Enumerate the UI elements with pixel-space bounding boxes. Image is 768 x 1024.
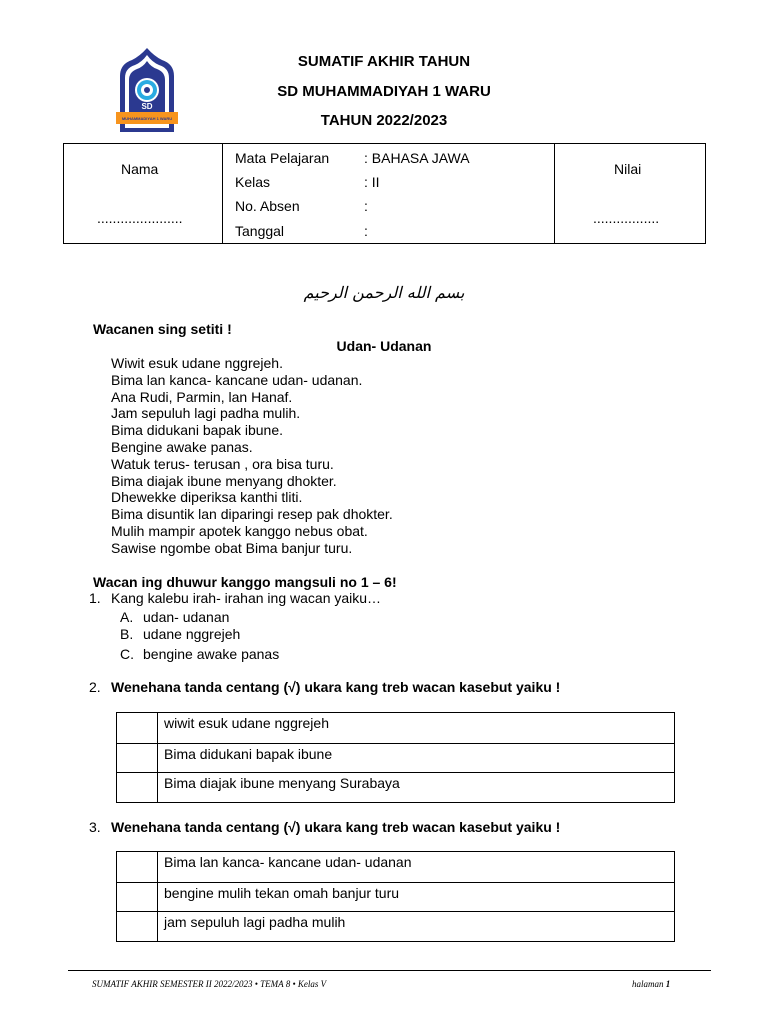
header-title-line1: SUMATIF AKHIR TAHUN	[297, 53, 471, 70]
check-box[interactable]	[117, 713, 158, 743]
bismillah-text: بسم الله الرحمن الرحيم	[303, 283, 465, 302]
absen-value[interactable]: :	[364, 198, 368, 214]
story-line: Bima disuntik lan diparingi resep pak dhokter.	[111, 506, 393, 522]
q2-answer-table	[116, 712, 675, 803]
table-row	[117, 743, 674, 773]
table-row	[117, 882, 674, 912]
story-line: Wiwit esuk udane nggrejeh.	[111, 355, 283, 371]
statement-text: Bima didukani bapak ibune	[164, 745, 333, 762]
q2-text: Wenehana tanda centang (√) ukara kang treb wacan kasebut yaiku !	[111, 679, 561, 695]
q1-number: 1.	[89, 590, 101, 606]
reading-instruction: Wacanen sing setiti !	[93, 321, 232, 337]
q1-option-a[interactable]: udan- udanan	[143, 609, 230, 625]
check-box[interactable]	[117, 744, 158, 773]
check-box[interactable]	[117, 912, 158, 941]
story-line: Bima lan kanca- kancane udan- udanan.	[111, 372, 363, 388]
date-value[interactable]: :	[364, 223, 368, 239]
q1-option-b[interactable]: udane nggrejeh	[143, 626, 241, 642]
class-value: : II	[364, 174, 380, 190]
class-label: Kelas	[235, 174, 271, 190]
q3-answer-table	[116, 851, 675, 942]
subject-label: Mata Pelajaran	[235, 150, 330, 166]
header-title-line2: SD MUHAMMADIYAH 1 WARU	[277, 83, 491, 100]
table-row	[117, 772, 674, 802]
story-line: Bengine awake panas.	[111, 439, 253, 455]
name-label: Nama	[121, 161, 159, 177]
q2-number: 2.	[89, 679, 101, 695]
school-logo	[116, 46, 178, 134]
statement-text: Bima diajak ibune menyang Surabaya	[164, 775, 400, 791]
story-line: Bima diajak ibune menyang dhokter.	[111, 473, 337, 489]
check-box[interactable]	[117, 773, 158, 802]
q1-option-c[interactable]: bengine awake panas	[143, 646, 280, 662]
subject-value: : BAHASA JAWA	[364, 150, 470, 166]
story-title: Udan- Udanan	[336, 338, 432, 354]
table-row	[117, 852, 674, 882]
footer-left-text: SUMATIF AKHIR SEMESTER II 2022/2023 • TEMA 8 • Kelas V	[92, 979, 327, 989]
q1-option-letter[interactable]: C.	[120, 646, 134, 662]
questions-intro: Wacan ing dhuwur kanggo mangsuli no 1 – 6!	[93, 574, 397, 590]
statement-text: bengine mulih tekan omah banjur turu	[164, 884, 400, 901]
table-row	[117, 911, 674, 941]
story-line: Ana Rudi, Parmin, lan Hanaf.	[111, 389, 293, 405]
check-box[interactable]	[117, 852, 158, 882]
header-title-line3: TAHUN 2022/2023	[320, 112, 448, 129]
score-label: Nilai	[614, 161, 642, 177]
table-row	[117, 713, 674, 743]
footer-page	[632, 979, 670, 989]
q1-option-letter[interactable]: B.	[120, 626, 134, 642]
story-line: Mulih mampir apotek kanggo nebus obat.	[111, 523, 368, 539]
date-label: Tanggal	[235, 223, 285, 239]
story-line: Sawise ngombe obat Bima banjur turu.	[111, 540, 353, 556]
story-line: Jam sepuluh lagi padha mulih.	[111, 405, 301, 421]
absen-label: No. Absen	[235, 198, 300, 214]
statement-text: wiwit esuk udane nggrejeh	[164, 715, 329, 731]
footer-page-number: 1	[665, 979, 671, 989]
logo-subtext: MUHAMMADIYAH 1 WARU	[121, 116, 173, 121]
story-line: Watuk terus- terusan , ora bisa turu.	[111, 456, 334, 472]
logo-text: SD	[141, 102, 153, 111]
q3-text: Wenehana tanda centang (√) ukara kang treb wacan kasebut yaiku !	[111, 819, 561, 835]
q3-number: 3.	[89, 819, 101, 835]
statement-text: Bima lan kanca- kancane udan- udanan	[164, 854, 412, 870]
footer-page-label: halaman	[632, 979, 664, 989]
story-line: Dhewekke diperiksa kanthi tliti.	[111, 489, 303, 505]
story-line: Bima didukani bapak ibune.	[111, 422, 284, 438]
score-field[interactable]: .................	[593, 210, 660, 226]
q1-text: Kang kalebu irah- irahan ing wacan yaiku…	[111, 590, 382, 606]
name-field[interactable]: ......................	[97, 210, 183, 226]
statement-text: jam sepuluh lagi padha mulih	[164, 914, 346, 930]
check-box[interactable]	[117, 883, 158, 912]
bismillah-calligraphy	[303, 270, 465, 310]
q1-option-letter[interactable]: A.	[120, 609, 134, 625]
footer-divider	[68, 970, 711, 971]
identity-table	[63, 143, 706, 244]
